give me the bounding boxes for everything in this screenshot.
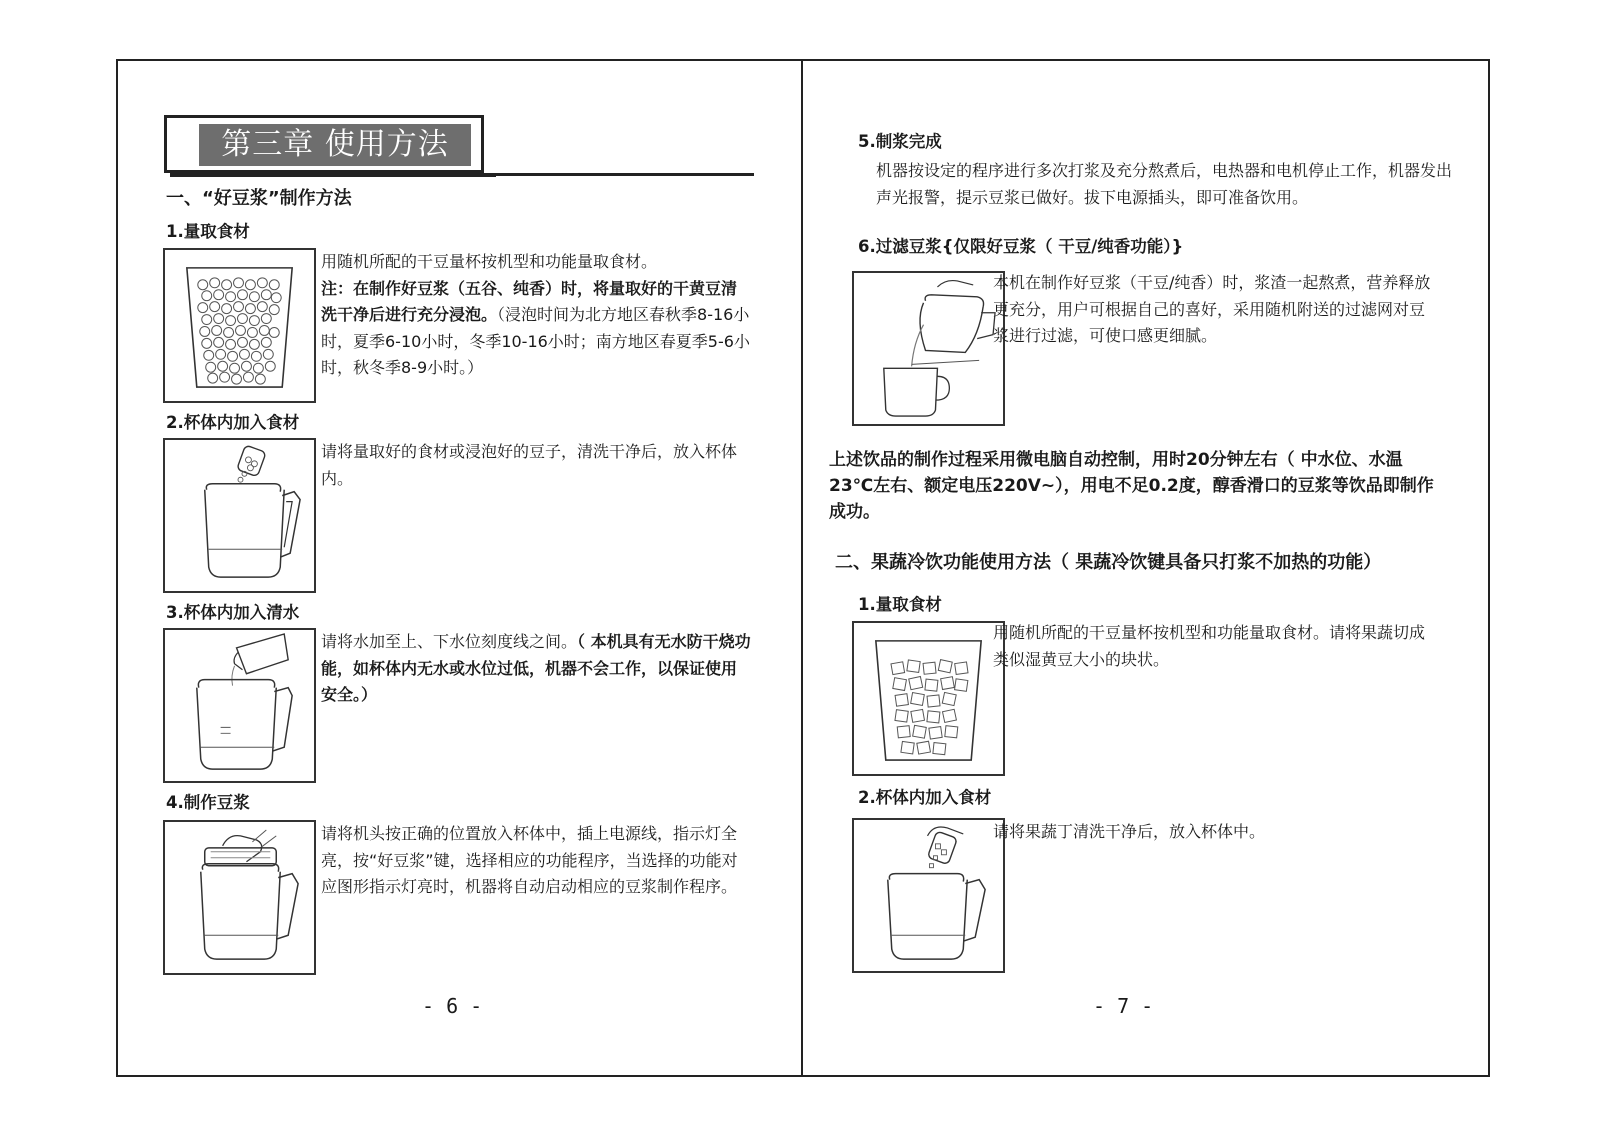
step-4-description: 请将机头按正确的位置放入杯体中，插上电源线，指示灯全亮，按“好豆浆”键，选择相应的功能程序，当选择的功能对应图形指示灯亮时，机器将自动启动相应的豆浆制作程序。 — [321, 824, 738, 896]
step-3-text: 请将水加至上、下水位刻度线之间。 — [321, 632, 578, 651]
pour-water-into-jug-illustration — [163, 628, 316, 783]
step-1-description — [321, 249, 751, 382]
left-page — [116, 59, 802, 1077]
fruit-step-2-title: 2.杯体内加入食材 — [858, 788, 992, 807]
fruit-step-2-description: 请将果蔬丁清洗干净后，放入杯体中。 — [993, 822, 1266, 841]
measuring-cup-fruit-cubes-illustration — [852, 621, 1005, 776]
section-title-fruit-veg: 二、果蔬冷饮功能使用方法（ 果蔬冷饮键具备只打浆不加热的功能） — [835, 552, 1382, 573]
pour-fruit-into-jug-illustration — [852, 818, 1005, 973]
right-page — [803, 59, 1490, 1077]
fruit-step-1-title: 1.量取食材 — [858, 595, 942, 614]
fruit-step-1-description: 用随机所配的干豆量杯按机型和功能量取食材。请将果蔬切成类似湿黄豆大小的块状。 — [993, 623, 1426, 669]
chapter-rule — [486, 173, 754, 176]
step-4-title: 4.制作豆浆 — [166, 793, 250, 812]
process-summary: 上述饮品的制作过程采用微电脑自动控制，用时20分钟左右（ 中水位、水温23℃左右、额定电压220V~），用电不足0.2度，醇香滑口的豆浆等饮品即制作成功。 — [829, 450, 1434, 522]
section-title-soymilk: 一、“好豆浆”制作方法 — [166, 188, 352, 209]
insert-machine-head-illustration — [163, 820, 316, 975]
page-number-left: - 6 - — [422, 994, 483, 1018]
step-2-description: 请将量取好的食材或浸泡好的豆子，清洗干净后，放入杯体内。 — [321, 442, 738, 488]
step-1-text: 用随机所配的干豆量杯按机型和功能量取食材。 — [321, 252, 658, 271]
step-1-note: 注：在制作好豆浆（五谷、纯香）时，将量取好的干黄豆清洗干净后进行充分浸泡。 — [321, 278, 738, 324]
filter-soymilk-illustration — [852, 271, 1005, 426]
pour-beans-into-jug-illustration — [163, 438, 316, 593]
measuring-cup-beans-illustration — [163, 248, 316, 403]
step-1-soak-times: （浸泡时间为北方地区春秋季8-16小时，夏季6-10小时，冬季10-16小时；南方地区春夏季5-6小时，秋冬季8-9小时。） — [321, 305, 750, 377]
page-number-right: - 7 - — [1093, 994, 1154, 1018]
step-3-description — [321, 629, 751, 709]
step-1-title: 1.量取食材 — [166, 222, 250, 241]
step-3-warning: （ 本机具有无水防干烧功能，如杯体内无水或水位过低，机器不会工作，以保证使用安全。） — [321, 632, 751, 704]
step-5-description: 机器按设定的程序进行多次打浆及充分熬煮后，电热器和电机停止工作，机器发出声光报警，提示豆浆已做好。拔下电源插头，即可准备饮用。 — [876, 161, 1453, 207]
chapter-title: 第三章 使用方法 — [199, 124, 471, 166]
step-3-title: 3.杯体内加入清水 — [166, 603, 300, 622]
chapter-banner — [164, 115, 484, 173]
step-6-description: 本机在制作好豆浆（干豆/纯香）时，浆渣一起熬煮，营养释放更充分，用户可根据自己的喜好，采用随机附送的过滤网对豆浆进行过滤，可使口感更细腻。 — [993, 273, 1431, 345]
step-2-title: 2.杯体内加入食材 — [166, 413, 300, 432]
chapter-banner-shadow — [170, 173, 496, 177]
step-6-title: 6.过滤豆浆{仅限好豆浆（ 干豆/纯香功能）} — [858, 237, 1184, 256]
step-5-title: 5.制浆完成 — [858, 132, 942, 151]
